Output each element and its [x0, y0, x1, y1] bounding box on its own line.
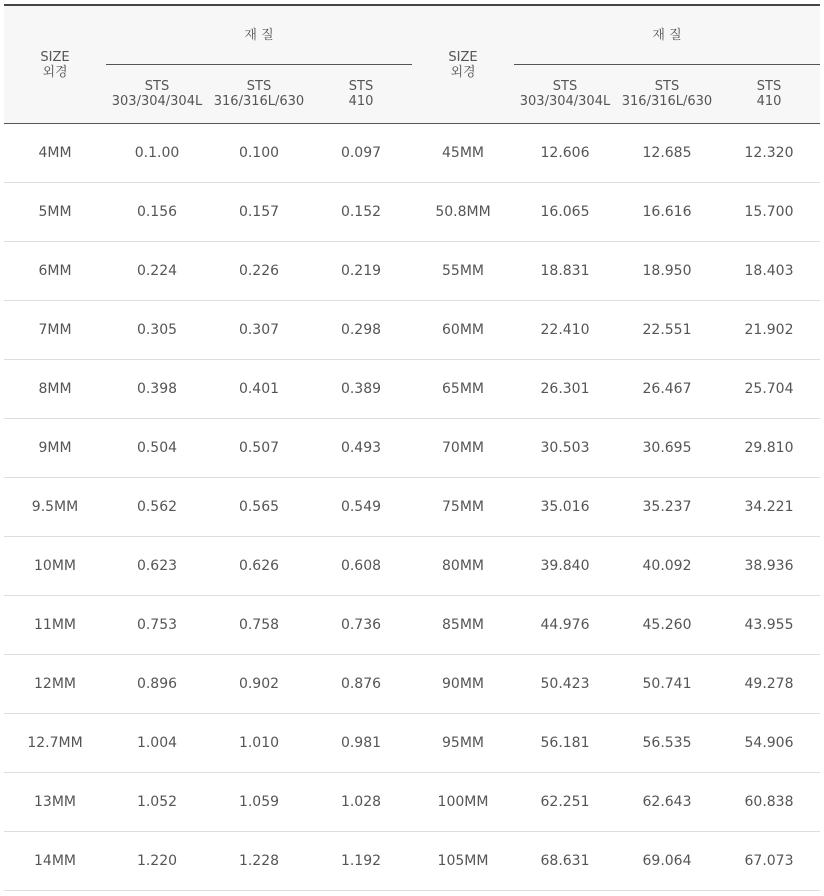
sts-303-value: 0.623	[106, 537, 208, 596]
table-row	[4, 360, 820, 419]
sts-303-value: 1.220	[106, 832, 208, 891]
sts-303-value: 56.181	[514, 714, 616, 773]
sts-303-value: 1.004	[106, 714, 208, 773]
sts-303-value: 0.224	[106, 242, 208, 301]
material-header-left: 재 질	[106, 5, 412, 65]
sts-316-value: 0.100	[208, 124, 310, 183]
table-row	[4, 714, 820, 773]
size-cell: 12MM	[4, 655, 106, 714]
weight-table	[4, 4, 820, 891]
size-cell: 100MM	[412, 773, 514, 832]
sts-316-value: 0.758	[208, 596, 310, 655]
sts-316-value: 0.626	[208, 537, 310, 596]
size-label: SIZE	[40, 49, 70, 65]
sts-410-value: 0.493	[310, 419, 412, 478]
size-cell: 10MM	[4, 537, 106, 596]
sts-316-value: 26.467	[616, 360, 718, 419]
sts-303-value: 44.976	[514, 596, 616, 655]
size-cell: 105MM	[412, 832, 514, 891]
sts-410-value: 0.097	[310, 124, 412, 183]
sts-316-value: 35.237	[616, 478, 718, 537]
sts-410-value: 0.389	[310, 360, 412, 419]
sts-316-value: 0.507	[208, 419, 310, 478]
size-cell: 14MM	[4, 832, 106, 891]
sts-316-value: 1.059	[208, 773, 310, 832]
sts-410-value: 54.906	[718, 714, 820, 773]
sts-316-value: 40.092	[616, 537, 718, 596]
table-row	[4, 832, 820, 891]
sts-303-value: 1.052	[106, 773, 208, 832]
sts-316-value: 12.685	[616, 124, 718, 183]
material-sts-316-right: STS 316/316L/630	[616, 65, 718, 124]
sts-316-value: 45.260	[616, 596, 718, 655]
sts-303-value: 0.398	[106, 360, 208, 419]
size-cell: 11MM	[4, 596, 106, 655]
sts-410-value: 21.902	[718, 301, 820, 360]
sts-410-value: 0.549	[310, 478, 412, 537]
sts-316-value: 30.695	[616, 419, 718, 478]
material-sts-410-right: STS 410	[718, 65, 820, 124]
sts-303-value: 39.840	[514, 537, 616, 596]
sts-303-value: 12.606	[514, 124, 616, 183]
size-cell: 8MM	[4, 360, 106, 419]
size-cell: 80MM	[412, 537, 514, 596]
table-row	[4, 655, 820, 714]
sts-410-value: 0.736	[310, 596, 412, 655]
diameter-label: 외경	[42, 64, 68, 80]
sts-410-value: 38.936	[718, 537, 820, 596]
material-sts-303-right: STS 303/304/304L	[514, 65, 616, 124]
table-row	[4, 596, 820, 655]
sts-303-value: 0.504	[106, 419, 208, 478]
diameter-label: 외경	[450, 64, 476, 80]
size-cell: 45MM	[412, 124, 514, 183]
sts-410-value: 25.704	[718, 360, 820, 419]
sts-410-value: 0.298	[310, 301, 412, 360]
sts-410-value: 43.955	[718, 596, 820, 655]
size-cell: 6MM	[4, 242, 106, 301]
size-cell: 90MM	[412, 655, 514, 714]
sts-303-value: 18.831	[514, 242, 616, 301]
sts-316-value: 0.565	[208, 478, 310, 537]
sts-303-value: 16.065	[514, 183, 616, 242]
size-cell: 9.5MM	[4, 478, 106, 537]
sts-303-value: 0.753	[106, 596, 208, 655]
table-row	[4, 419, 820, 478]
sts-303-value: 30.503	[514, 419, 616, 478]
size-cell: 60MM	[412, 301, 514, 360]
sts-303-value: 0.305	[106, 301, 208, 360]
size-cell: 9MM	[4, 419, 106, 478]
size-header-left	[4, 5, 106, 124]
size-cell: 95MM	[412, 714, 514, 773]
size-label: SIZE	[448, 49, 478, 65]
sts-410-value: 0.876	[310, 655, 412, 714]
sts-303-value: 35.016	[514, 478, 616, 537]
table-header	[4, 5, 820, 124]
material-sts-316-left: STS 316/316L/630	[208, 65, 310, 124]
sts-410-value: 12.320	[718, 124, 820, 183]
sts-316-value: 1.010	[208, 714, 310, 773]
table-row	[4, 242, 820, 301]
sts-410-value: 34.221	[718, 478, 820, 537]
table-row	[4, 301, 820, 360]
sts-316-value: 0.307	[208, 301, 310, 360]
sts-316-value: 69.064	[616, 832, 718, 891]
size-cell: 70MM	[412, 419, 514, 478]
size-cell: 13MM	[4, 773, 106, 832]
material-header-right: 재 질	[514, 5, 820, 65]
size-header-right	[412, 5, 514, 124]
sts-316-value: 22.551	[616, 301, 718, 360]
table-row	[4, 124, 820, 183]
sts-410-value: 49.278	[718, 655, 820, 714]
sts-316-value: 18.950	[616, 242, 718, 301]
sts-316-value: 56.535	[616, 714, 718, 773]
sts-410-value: 1.192	[310, 832, 412, 891]
size-cell: 85MM	[412, 596, 514, 655]
material-sts-410-left: STS 410	[310, 65, 412, 124]
table-row	[4, 537, 820, 596]
sts-303-value: 50.423	[514, 655, 616, 714]
sts-410-value: 60.838	[718, 773, 820, 832]
sts-303-value: 26.301	[514, 360, 616, 419]
size-cell: 55MM	[412, 242, 514, 301]
table-body	[4, 124, 820, 891]
size-cell: 5MM	[4, 183, 106, 242]
table-row	[4, 478, 820, 537]
size-cell: 4MM	[4, 124, 106, 183]
sts-410-value: 0.608	[310, 537, 412, 596]
sts-303-value: 0.562	[106, 478, 208, 537]
material-sts-303-left: STS 303/304/304L	[106, 65, 208, 124]
sts-410-value: 0.981	[310, 714, 412, 773]
size-cell: 65MM	[412, 360, 514, 419]
sts-410-value: 1.028	[310, 773, 412, 832]
size-cell: 12.7MM	[4, 714, 106, 773]
sts-316-value: 50.741	[616, 655, 718, 714]
sts-316-value: 1.228	[208, 832, 310, 891]
sts-410-value: 0.152	[310, 183, 412, 242]
sts-316-value: 0.157	[208, 183, 310, 242]
sts-410-value: 15.700	[718, 183, 820, 242]
sts-303-value: 0.1.00	[106, 124, 208, 183]
sts-316-value: 0.401	[208, 360, 310, 419]
sts-410-value: 18.403	[718, 242, 820, 301]
size-cell: 75MM	[412, 478, 514, 537]
sts-303-value: 0.896	[106, 655, 208, 714]
sts-410-value: 67.073	[718, 832, 820, 891]
sts-316-value: 0.902	[208, 655, 310, 714]
sts-303-value: 22.410	[514, 301, 616, 360]
size-cell: 7MM	[4, 301, 106, 360]
sts-316-value: 16.616	[616, 183, 718, 242]
sts-316-value: 62.643	[616, 773, 718, 832]
table-row	[4, 183, 820, 242]
size-cell: 50.8MM	[412, 183, 514, 242]
sts-303-value: 68.631	[514, 832, 616, 891]
sts-303-value: 0.156	[106, 183, 208, 242]
sts-316-value: 0.226	[208, 242, 310, 301]
sts-410-value: 29.810	[718, 419, 820, 478]
sts-410-value: 0.219	[310, 242, 412, 301]
sts-303-value: 62.251	[514, 773, 616, 832]
table-row	[4, 773, 820, 832]
